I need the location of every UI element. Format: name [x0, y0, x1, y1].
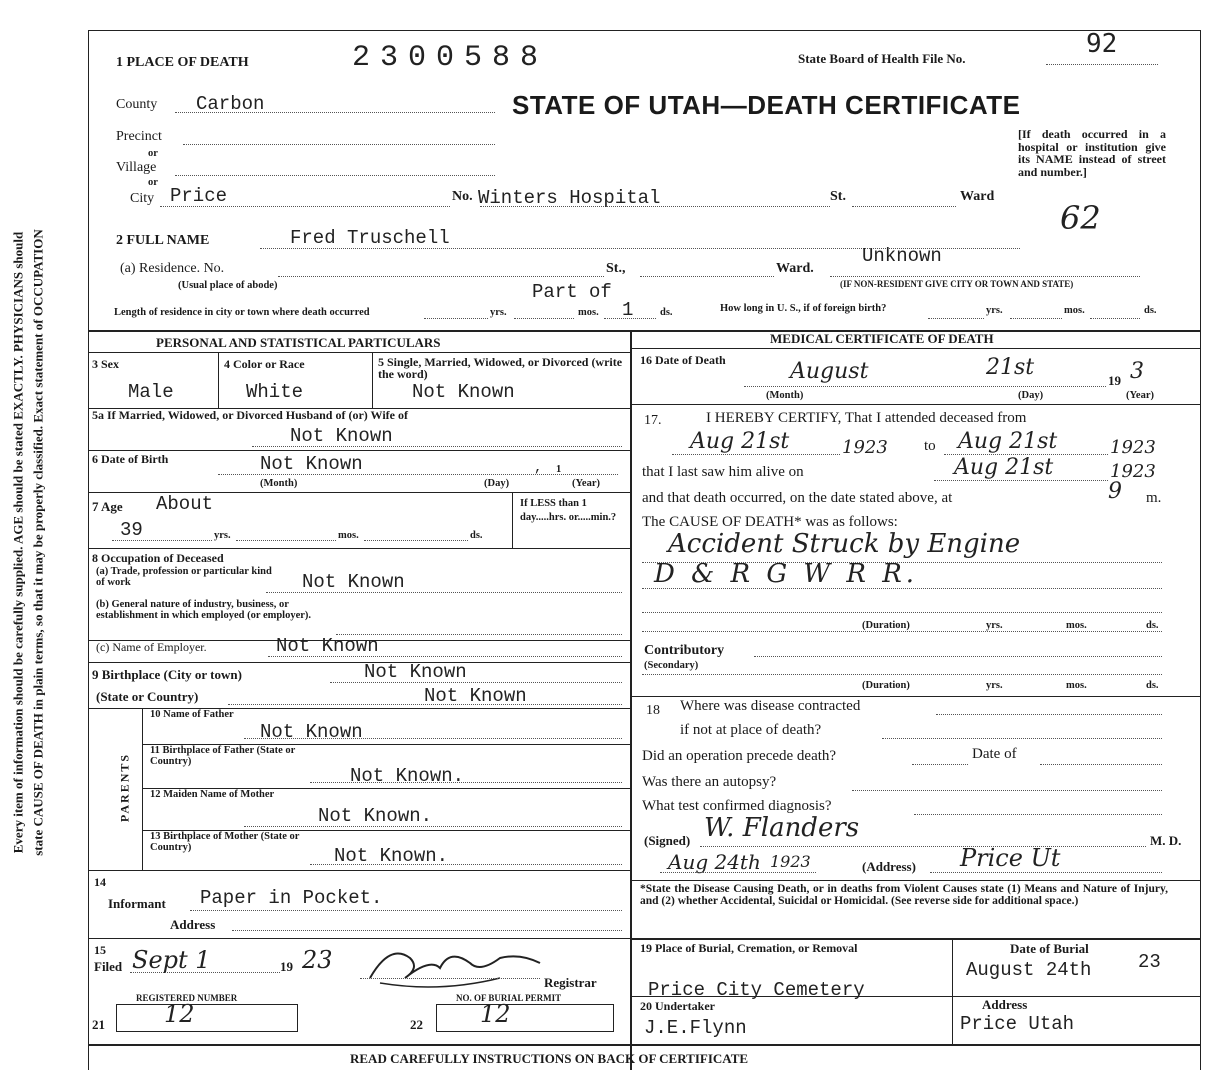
from-year: 1923 [842, 437, 888, 458]
burial-permit-number: 12 [480, 1000, 511, 1028]
last-saw-year: 1923 [1110, 461, 1156, 482]
undertaker-label: 20 Undertaker [640, 999, 715, 1013]
duration-label-2: (Duration) [862, 680, 910, 691]
duration-yrs-1: yrs. [986, 620, 1003, 631]
informant-value: Paper in Pocket. [200, 887, 383, 909]
death-year-prefix: 19 [1108, 373, 1121, 388]
footer-instructions: READ CAREFULLY INSTRUCTIONS ON BACK OF CERTIFICATE [350, 1051, 749, 1066]
age-value: 39 [120, 519, 143, 541]
death-occurred-label: and that death occurred, on the date stated above, at [642, 490, 953, 506]
section-divider [630, 330, 632, 1070]
mother-birthplace: Not Known. [334, 845, 449, 867]
duration-ds-1: ds. [1146, 620, 1159, 631]
undertaker-value: J.E.Flynn [644, 1017, 747, 1039]
certificate-number: 2300588 [352, 41, 549, 75]
filed-label: Filed [94, 959, 123, 974]
occupation-label: 8 Occupation of Deceased [92, 551, 224, 565]
length-yrs-label: yrs. [490, 307, 507, 318]
burial-date: August 24th [966, 959, 1092, 981]
to-year: 1923 [1110, 437, 1156, 458]
undertaker-address-label: Address [982, 997, 1028, 1012]
nonresident-note: (IF NON-RESIDENT GIVE CITY OR TOWN AND STATE) [840, 279, 1074, 289]
or-label-1: or [148, 148, 158, 159]
spouse-value: Not Known [290, 425, 393, 447]
father-name-label: 10 Name of Father [150, 709, 234, 720]
ward-label: Ward [960, 189, 995, 204]
informant-address-label: Address [170, 917, 216, 932]
age-ds-label: ds. [470, 530, 483, 541]
burial-year: 23 [1138, 951, 1161, 973]
autopsy-label: Was there an autopsy? [642, 774, 777, 790]
file-no-label: State Board of Health File No. [798, 51, 966, 66]
county-label: County [116, 97, 158, 112]
dob-value: Not Known [260, 453, 363, 475]
side-instructions [0, 0, 90, 1081]
age-about: About [156, 493, 214, 515]
death-month: August [790, 359, 869, 384]
dob-one: 1 [556, 464, 562, 475]
hospital-name: Winters Hospital [478, 187, 661, 209]
death-year: 3 [1130, 359, 1144, 384]
cause-label: The CAUSE OF DEATH* was as follows: [642, 514, 898, 530]
death-time: 9 [1108, 479, 1122, 504]
hospital-note: [If death occurred in a hospital or institution give its NAME instead of street and number.] [1018, 127, 1166, 179]
contributory-label: Contributory [644, 643, 725, 658]
burial-permit-label: NO. OF BURIAL PERMIT [456, 993, 562, 1003]
no-label: No. [452, 189, 473, 204]
burial-place: Price City Cemetery [648, 979, 865, 1001]
registered-number-label: REGISTERED NUMBER [136, 993, 238, 1003]
duration-yrs-2: yrs. [986, 680, 1003, 691]
cause-footnote: *State the Disease Causing Death, or in deaths from Violent Causes state (1) Means and Nature of Injury, and (2) whether Accidental, Suicidal or Homicidal. (See reverse side for additional space.) [640, 883, 1168, 907]
signed-date: Aug 24th [668, 850, 761, 874]
age-label: 7 Age [92, 499, 123, 514]
village-label: Village [116, 160, 157, 175]
city-value: Price [170, 185, 228, 207]
certify-text: I HEREBY CERTIFY, That I attended deceased from [706, 410, 1027, 426]
father-name: Not Known [260, 721, 363, 743]
q18-line-1: Where was disease contracted [680, 698, 861, 714]
medical-section-title: MEDICAL CERTIFICATE OF DEATH [770, 331, 994, 346]
informant-label: Informant [108, 896, 166, 911]
sex-value: Male [128, 381, 174, 403]
spouse-label: 5a If Married, Widowed, or Divorced Husband of (or) Wife of [92, 408, 408, 422]
physician-signature: W. Flanders [704, 813, 860, 843]
precinct-label: Precinct [116, 129, 162, 144]
employer-label: (c) Name of Employer. [96, 640, 207, 654]
handwritten-note: 62 [1060, 199, 1101, 237]
residence-ward-label: Ward. [776, 261, 814, 276]
color-label: 4 Color or Race [224, 357, 305, 371]
mother-birthplace-label: 13 Birthplace of Mother (State or Country) [150, 831, 300, 853]
length-value-part-of: Part of [532, 281, 612, 303]
residence-st-label: St., [606, 261, 626, 276]
filed-date: Sept 1 [132, 946, 211, 974]
frame-top [88, 30, 1200, 31]
signed-address-label: (Address) [862, 859, 916, 874]
city-label: City [130, 191, 155, 206]
registrar-label: Registrar [544, 975, 597, 990]
undertaker-address: Price Utah [960, 1013, 1075, 1035]
registered-number-box [116, 1000, 298, 1032]
time-suffix: m. [1146, 490, 1162, 506]
dob-day-label: (Day) [484, 478, 510, 489]
state-country-label: (State or Country) [96, 689, 199, 704]
parents-label: PARENTS [117, 752, 132, 823]
burial-permit-box [436, 1000, 614, 1032]
signed-label: (Signed) [644, 833, 691, 848]
full-name-label: 2 FULL NAME [116, 233, 210, 248]
foreign-mos-label: mos. [1064, 305, 1085, 316]
signed-year: 1923 [770, 852, 811, 871]
date-of-label: Date of [972, 746, 1017, 762]
frame-left [88, 30, 89, 1070]
birthplace-state: Not Known [424, 685, 527, 707]
death-day: 21st [986, 355, 1035, 380]
marital-label: 5 Single, Married, Widowed, or Divorced (write the word) [378, 355, 623, 381]
cause-line-1: Accident Struck by Engine [668, 529, 1021, 559]
foreign-ds-label: ds. [1144, 305, 1157, 316]
occupation-a-label: (a) Trade, profession or particular kind of work [96, 566, 272, 588]
sex-label: 3 Sex [92, 357, 119, 371]
burial-label: 19 Place of Burial, Cremation, or Removal [640, 941, 858, 955]
certify-number: 17. [644, 413, 662, 428]
frame-bottom [88, 1044, 1200, 1046]
test-label: What test confirmed diagnosis? [642, 798, 832, 814]
mother-maiden-label: 12 Maiden Name of Mother [150, 789, 275, 800]
employer-value: Not Known [276, 635, 379, 657]
duration-mos-1: mos. [1066, 620, 1087, 631]
place-of-death-label: 1 PLACE OF DEATH [116, 55, 249, 70]
or-label-2: or [148, 177, 158, 188]
signed-address: Price Ut [960, 844, 1061, 872]
file-no: 92 [1086, 29, 1118, 59]
section-top-line [88, 330, 1200, 332]
less-than-label: If LESS than 1 day.....hrs. or.....min.? [520, 498, 617, 523]
to-label: to [924, 438, 936, 454]
informant-number: 14 [94, 875, 106, 889]
to-date: Aug 21st [958, 429, 1058, 454]
q18-line-2: if not at place of death? [680, 722, 822, 738]
county-value: Carbon [196, 93, 265, 115]
side-instruction-line-1: Every item of information should be carefully supplied. AGE should be stated EXACTLY. PHYSICIANS should [10, 231, 26, 854]
length-mos-label: mos. [578, 307, 599, 318]
foreign-yrs-label: yrs. [986, 305, 1003, 316]
duration-label-1: (Duration) [862, 620, 910, 631]
last-saw-date: Aug 21st [954, 455, 1054, 480]
operation-label: Did an operation precede death? [642, 748, 837, 764]
side-instruction-line-2: state CAUSE OF DEATH in plain terms, so that it may be properly classified. Exact statement of OCCUPATION [30, 229, 46, 856]
dob-year-label: (Year) [572, 478, 600, 489]
cause-line-2: D & R G W R R. [654, 559, 919, 589]
date-of-death-label: 16 Date of Death [640, 353, 726, 367]
registered-number: 12 [164, 1000, 195, 1028]
age-yrs-label: yrs. [214, 530, 231, 541]
father-birthplace-label: 11 Birthplace of Father (State or Country) [150, 745, 296, 767]
md-label: M. D. [1150, 833, 1182, 848]
occupation-b-label: (b) General nature of industry, business, or establishment in which employed (or employer). [96, 599, 312, 621]
birthplace-label: 9 Birthplace (City or town) [92, 667, 242, 682]
from-date: Aug 21st [690, 429, 790, 454]
full-name: Fred Truschell [290, 227, 450, 249]
registrar-signature [360, 938, 550, 998]
q18-number: 18 [646, 703, 660, 718]
foreign-birth-label: How long in U. S., if of foreign birth? [720, 303, 887, 314]
age-mos-label: mos. [338, 530, 359, 541]
filed-year-prefix: 19 [280, 959, 293, 974]
dob-month-label: (Month) [260, 478, 298, 489]
length-ds-label: ds. [660, 307, 673, 318]
marital-value: Not Known [412, 381, 515, 403]
dob-label: 6 Date of Birth [92, 452, 169, 466]
birthplace-city: Not Known [364, 661, 467, 683]
registered-number-prefix: 21 [92, 1017, 105, 1032]
burial-permit-prefix: 22 [410, 1017, 423, 1032]
duration-mos-2: mos. [1066, 680, 1087, 691]
dob-comma: , [534, 460, 543, 476]
occupation-a-value: Not Known [302, 571, 405, 593]
death-day-label: (Day) [1018, 390, 1044, 401]
secondary-label: (Secondary) [644, 660, 699, 671]
father-birthplace: Not Known. [350, 765, 465, 787]
filed-number: 15 [94, 943, 106, 957]
st-label: St. [830, 189, 846, 204]
death-year-label: (Year) [1126, 390, 1154, 401]
death-month-label: (Month) [766, 390, 804, 401]
residence-label: (a) Residence. No. [120, 261, 225, 276]
certificate-title: STATE OF UTAH—DEATH CERTIFICATE [512, 90, 1021, 120]
duration-ds-2: ds. [1146, 680, 1159, 691]
residence-value: Unknown [862, 245, 942, 267]
burial-date-label: Date of Burial [1010, 941, 1089, 956]
personal-section-title: PERSONAL AND STATISTICAL PARTICULARS [156, 335, 441, 350]
mother-maiden: Not Known. [318, 805, 433, 827]
color-value: White [246, 381, 304, 403]
last-saw-label: that I last saw him alive on [642, 464, 804, 480]
frame-right [1200, 30, 1201, 1070]
filed-year: 23 [302, 946, 333, 974]
length-of-residence-label: Length of residence in city or town where death occurred [114, 307, 370, 318]
length-value-one: 1 [622, 299, 634, 321]
usual-place-label: (Usual place of abode) [178, 280, 278, 291]
